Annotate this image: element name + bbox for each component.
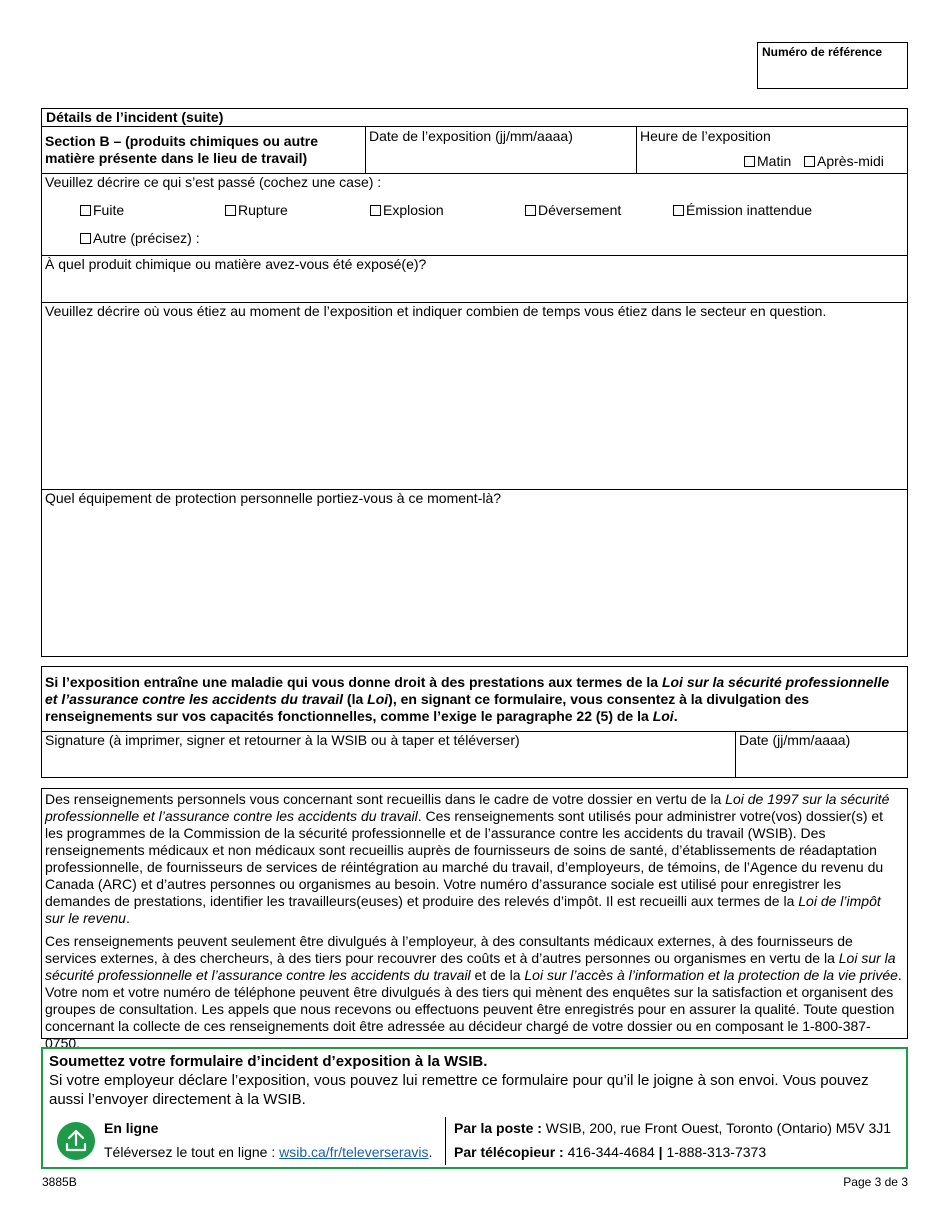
page-number: Page 3 de 3 [843, 1175, 908, 1189]
consent-section [41, 666, 908, 778]
exposure-time-label: Heure de l’exposition [640, 128, 771, 144]
privacy-text: . Ces renseignements sont utilisés pour administrer votre(vos) dossier(s) et les programmes de la Commission de la sécurité professionnelle et de l’assurance contre les accidents du travail (WSIB). Des renseignements médicaux et non médicaux sont recueillis auprès de fournisseurs de soins de santé, d’établissements de réadaptation professionnelle, de fournisseurs de services de réintégration au marché du travail, d’employeurs, de témoins, de l’Agence du revenu du Canada (ARC) et d’autres personnes ou organismes au besoin. Votre numéro d’assurance sociale est utilisé pour enregistrer les demandes de prestations, identifier les travailleurs(euses) et produire des relevés d’impôt. Il est recueilli aux termes de la [45, 808, 884, 909]
divider [365, 127, 366, 174]
privacy-notice [41, 788, 908, 1051]
location-field[interactable] [42, 303, 907, 489]
option-autre-checkbox[interactable] [80, 230, 200, 247]
option-emission-checkbox[interactable] [673, 202, 812, 219]
fax-number: 1-888-313-7373 [662, 1144, 767, 1160]
pm-checkbox[interactable] [804, 153, 884, 170]
describe-label: Veuillez décrire ce qui s’est passé (cochez une case) : [45, 174, 382, 190]
law-short: Loi [652, 708, 674, 724]
fax-number: 416-344-4684 [563, 1144, 659, 1160]
mail-label: Par la poste : [454, 1120, 542, 1136]
privacy-law: Loi de 1997 sur la sécurité professionnelle et l’assurance contre les accidents du travail [45, 791, 890, 824]
privacy-text: et de la [470, 967, 525, 983]
consent-text-part: . [673, 708, 678, 724]
reference-number-box[interactable] [757, 42, 908, 89]
ppe-question: Quel équipement de protection personnelle portiez-vous à ce moment-là? [45, 490, 502, 506]
privacy-text: Des renseignements personnels vous concernant sont recueillis dans le cadre de votre dossier en vertu de la [45, 791, 726, 807]
incident-header: Détails de l’incident (suite) [42, 109, 907, 127]
fax-info [454, 1144, 766, 1161]
law-name: Loi sur la sécurité professionnelle et l’assurance contre les accidents du travail [45, 674, 890, 707]
privacy-law: Loi sur la sécurité professionnelle et l’assurance contre les accidents du travail [45, 950, 896, 983]
fax-label: Par télécopieur : [454, 1144, 564, 1160]
mail-text: WSIB, 200, rue Front Ouest, Toronto (Ontario) M5V 3J1 [541, 1120, 892, 1136]
submit-text: Si votre employeur déclare l’exposition, vous pouvez lui remettre ce formulaire pour qu’il le joigne à son envoi. Vous pouvez aussi l’envoyer directement à la WSIB. [49, 1072, 869, 1108]
option-label: Autre (précisez) : [93, 230, 200, 246]
online-text [104, 1144, 432, 1161]
option-label: Émission inattendue [686, 202, 813, 218]
chemical-question: À quel produit chimique ou matière avez-vous été exposé(e)? [45, 256, 427, 272]
mail-info [454, 1120, 891, 1137]
divider [445, 1117, 446, 1165]
online-text-label: Téléversez le tout en ligne : [104, 1144, 280, 1160]
privacy-text: Ces renseignements peuvent seulement être divulgués à l’employeur, à des consultants médicaux externes, à des fournisseurs de services externes, à des chercheurs, à des tiers pour recouvrer des coûts et à d’autres personnes ou organismes en vertu de la [45, 933, 853, 966]
option-rupture-checkbox[interactable] [225, 202, 288, 219]
submit-title: Soumettez votre formulaire d’incident d’exposition à la WSIB. [49, 1053, 488, 1070]
option-label: Fuite [93, 202, 125, 218]
option-label: Explosion [383, 202, 444, 218]
option-label: Déversement [538, 202, 622, 218]
option-label: Rupture [238, 202, 288, 218]
exposure-date-field[interactable] [369, 128, 634, 172]
consent-text-part: (la [343, 691, 368, 707]
incident-section [41, 108, 908, 657]
submit-box [41, 1047, 908, 1169]
am-label: Matin [757, 153, 792, 169]
ppe-field[interactable] [42, 490, 907, 656]
location-question: Veuillez décrire où vous étiez au moment de l’exposition et indiquer combien de temps vous étiez dans le secteur en question. [45, 303, 827, 319]
signature-date-field[interactable] [736, 732, 907, 777]
upload-link[interactable]: wsib.ca/fr/televerseravis [279, 1144, 429, 1160]
option-deversement-checkbox[interactable] [525, 202, 621, 219]
privacy-text: . Votre nom et votre numéro de téléphone peuvent être divulgués à des tiers qui mènent des enquêtes sur la satisfaction et organisent des groupes de consultation. Les appels que nous recevons ou effectuons peuvent être enregistrés pour en assurer la qualité. Toute question concernant la collecte de ces renseignements doit être adressée au décideur chargé de votre dossier ou en composant le 1-800-387-0750. [45, 967, 902, 1051]
pm-label: Après-midi [817, 153, 884, 169]
signature-date-label: Date (jj/mm/aaaa) [739, 732, 851, 748]
signature-label: Signature (à imprimer, signer et retourner à la WSIB ou à taper et téléverser) [45, 732, 520, 748]
divider [636, 127, 637, 174]
online-label: En ligne [104, 1120, 159, 1136]
privacy-paragraph-2 [45, 933, 904, 1052]
signature-field[interactable] [42, 732, 735, 777]
online-text-end: . [428, 1144, 433, 1160]
privacy-paragraph-1 [45, 791, 904, 927]
upload-icon [57, 1122, 95, 1160]
reference-number-label: Numéro de référence [762, 45, 883, 59]
section-b-title: Section B – (produits chimiques ou autre matière présente dans le lieu de travail) [45, 133, 319, 166]
option-fuite-checkbox[interactable] [80, 202, 124, 219]
law-short: Loi [367, 691, 389, 707]
exposure-date-label: Date de l’exposition (jj/mm/aaaa) [369, 128, 573, 144]
privacy-law: Loi de l’impôt sur le revenu [45, 893, 881, 926]
chemical-field[interactable] [42, 256, 907, 302]
consent-text [45, 674, 905, 725]
option-explosion-checkbox[interactable] [370, 202, 444, 219]
am-checkbox[interactable] [744, 153, 791, 170]
form-number: 3885B [42, 1175, 77, 1189]
privacy-law: Loi sur l’accès à l’information et la protection de la vie privée [524, 967, 898, 983]
fax-separator: | [658, 1144, 663, 1160]
consent-text-part: ), en signant ce formulaire, vous consentez à la divulgation des renseignements sur vos capacités fonctionnelles, comme l’exige le paragraphe 22 (5) de la [45, 691, 810, 724]
privacy-text: . [125, 910, 130, 926]
consent-text-part: Si l’exposition entraîne une maladie qui vous donne droit à des prestations aux termes de la [45, 674, 662, 690]
